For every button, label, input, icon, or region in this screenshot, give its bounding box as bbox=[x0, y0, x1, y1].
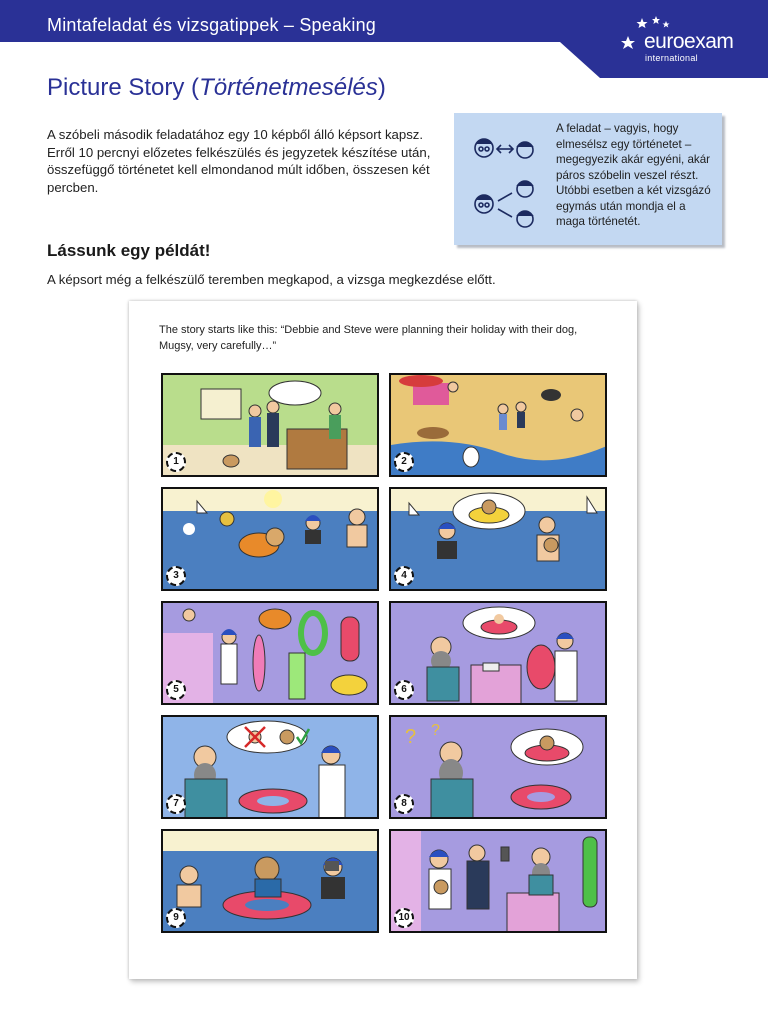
panel-number: 7 bbox=[166, 794, 186, 814]
examiner-candidate-icons bbox=[472, 131, 552, 236]
panel-number: 8 bbox=[394, 794, 414, 814]
page-title: Picture Story (Történetmesélés) bbox=[47, 74, 386, 101]
header-banner bbox=[0, 0, 768, 78]
story-panel-6 bbox=[389, 601, 607, 705]
story-panel-9 bbox=[161, 829, 379, 933]
panel-number: 6 bbox=[394, 680, 414, 700]
panel-number: 1 bbox=[166, 452, 186, 472]
story-sheet bbox=[129, 301, 637, 979]
example-heading: Lássunk egy példát! bbox=[47, 241, 211, 260]
story-panel-7 bbox=[161, 715, 379, 819]
panel-number: 10 bbox=[394, 908, 414, 928]
story-panel-4 bbox=[389, 487, 607, 591]
story-panel-3 bbox=[161, 487, 379, 591]
panel-number: 4 bbox=[394, 566, 414, 586]
inflatables-shop-illustration bbox=[163, 603, 379, 705]
svg-text:?: ? bbox=[405, 726, 417, 748]
example-text: A képsort még a felkészülő teremben megkapod, a vizsga megkezdése előtt. bbox=[47, 272, 496, 287]
pet-shop-illustration bbox=[163, 375, 379, 477]
brand-subtitle: international bbox=[645, 53, 698, 63]
return-to-shop-illustration bbox=[391, 831, 607, 933]
panel-number: 5 bbox=[166, 680, 186, 700]
page-title-sub: Történetmesélés bbox=[199, 74, 378, 101]
intro-paragraph: A szóbeli második feladatához egy 10 képből álló képsort kapsz. Erről 10 percnyi előzetes felkészülés és jegyzetek készítése után, összefüggő történetet kell elmondanod múlt időben, összesen két percben. bbox=[47, 127, 431, 195]
story-panel-5 bbox=[161, 601, 379, 705]
panel-number: 3 bbox=[166, 566, 186, 586]
sea-thinking-illustration bbox=[391, 489, 607, 591]
sea-swimming-illustration bbox=[163, 489, 379, 591]
story-panel-2 bbox=[389, 373, 607, 477]
header-title: Mintafeladat és vizsgatippek – Speaking bbox=[47, 15, 376, 35]
examiner-to-one-candidate-icon bbox=[475, 139, 533, 158]
info-box-text: A feladat – vagyis, hogy elmesélsz egy történetet – megegyezik akár egyéni, akár páros szóbelin veszel részt. Utóbbi esetben a két vizsgázó egymás után mondja el a maga történetét. bbox=[556, 122, 711, 228]
dog-on-ring-illustration bbox=[163, 831, 379, 933]
story-panel-8 bbox=[389, 715, 607, 819]
euroexam-logo bbox=[618, 14, 758, 64]
shop-counter-illustration bbox=[391, 603, 607, 705]
info-box bbox=[454, 113, 722, 245]
page-title-main: Picture Story bbox=[47, 74, 185, 101]
shop-talk-illustration bbox=[163, 717, 379, 819]
story-intro-text: The story starts like this: “Debbie and Steve were planning their holiday with their dog, Mugsy, very carefully…” bbox=[159, 324, 578, 352]
panel-number: 2 bbox=[394, 452, 414, 472]
beach-illustration bbox=[391, 375, 607, 477]
brand-name: euroexam bbox=[644, 30, 734, 53]
shopkeeper-confused-illustration bbox=[391, 717, 607, 819]
examiner-to-two-candidates-icon bbox=[475, 181, 533, 227]
story-panel-10 bbox=[389, 829, 607, 933]
story-panel-1 bbox=[161, 373, 379, 477]
svg-text:?: ? bbox=[431, 722, 440, 739]
panel-number: 9 bbox=[166, 908, 186, 928]
